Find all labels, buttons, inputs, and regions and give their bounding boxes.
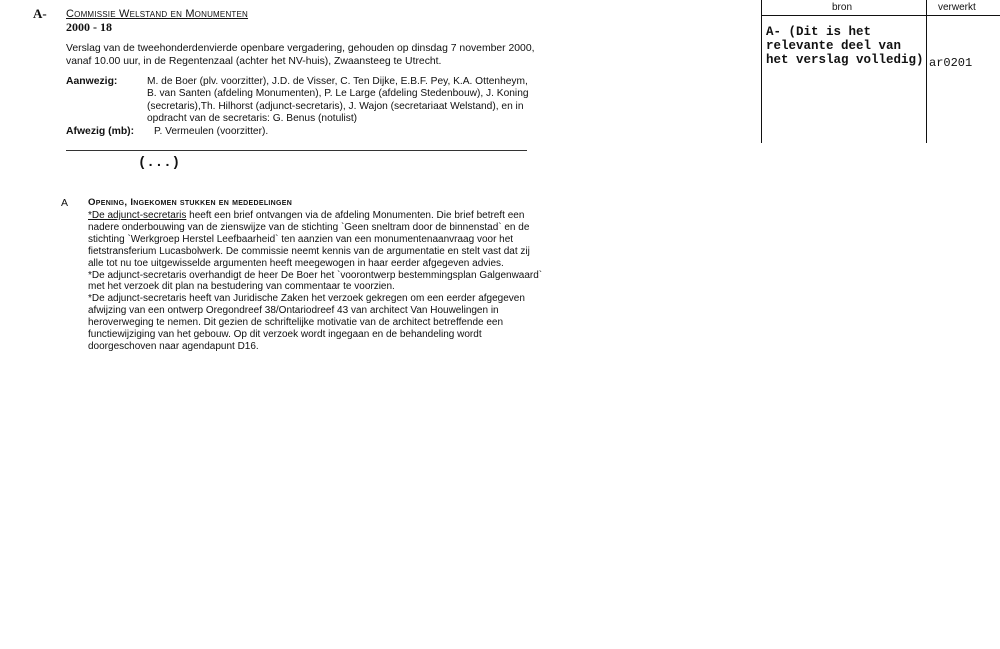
table-left-border xyxy=(761,0,762,143)
paragraph-1-lead: *De adjunct-secretaris xyxy=(88,210,187,221)
section-title: Opening, Ingekomen stukken en mededelingen xyxy=(88,197,293,208)
document-number: 2000 - 18 xyxy=(66,20,112,34)
absent-list: P. Vermeulen (voorzitter). xyxy=(154,126,269,137)
margin-mark: A- xyxy=(33,6,47,21)
processed-code: ar0201 xyxy=(929,56,973,70)
paragraph-1-text: heeft een brief ontvangen via de afdeling Monumenten. Die brief betreft een nadere onderbouwing van de zienswijze van de stichting `Geen sneltram door de binnenstad` en de stichting `Werkgroep Herstel Leefbaarheid` ten aanzien van een monumentenaanvraag voor het fietstransferium Lucasbolwerk. De commissie neemt kennis van de argumentatie en stelt vast dat zij alle tot nu toe uitgewisselde argumenten heeft meegewogen in haar eerder afgegeven advies. xyxy=(88,210,530,269)
column-header-source: bron xyxy=(832,2,853,13)
header-divider xyxy=(66,150,527,151)
paragraph-2: *De adjunct-secretaris overhandigt de heer De Boer het `voorontwerp bestemmingsplan Galgenwaard` met het verzoek dit plan na bestudering van commentaar te voorzien. xyxy=(88,269,543,293)
meeting-intro: Verslag van de tweehonderdenvierde openbare vergadering, gehouden op dinsdag 7 november 2000, vanaf 10.00 uur, in de Regentenzaal (achter het NV-huis), Zwaansteeg te Utrecht. xyxy=(66,43,535,67)
table-column-divider xyxy=(926,0,927,143)
paragraph-3: *De adjunct-secretaris heeft van Juridische Zaken het verzoek gekregen om een eerder afgegeven afwijzing van een ontwerp Oregondreef 38/Ontariodreef 43 van architect Van Houwelingen in heroverweging te nemen. Dit gezien de schriftelijke motivatie van de architect betreffende een functiewijziging van het gebouw. Op dit verzoek wordt ingegaan en de behandeling wordt doorgeschoven naar agendapunt D16. xyxy=(88,293,525,352)
present-list: M. de Boer (plv. voorzitter), J.D. de Visser, C. Ten Dijke, E.B.F. Pey, K.A. Ottenheym, B. van Santen (afdeling Monumenten), P. Le Large (afdeling Stedenbouw), J. Koning (secretaris),Th. Hilhorst (adjunct-secretaris), J. Wajon (secretariaat Welstand), en in opdracht van de secretaris: G. Benus (notulist) xyxy=(147,76,529,125)
present-label: Aanwezig: xyxy=(66,76,118,87)
absent-label: Afwezig (mb): xyxy=(66,126,135,137)
table-header-rule xyxy=(761,15,1000,16)
column-header-processed: verwerkt xyxy=(938,2,976,13)
paragraph-1 xyxy=(88,210,543,270)
section-letter: A xyxy=(61,197,69,209)
omission-mark: (...) xyxy=(138,155,181,171)
source-note: A- (Dit is het relevante deel van het verslag volledig) xyxy=(766,25,924,67)
commission-name: Commissie Welstand en Monumenten xyxy=(66,8,249,20)
section-body xyxy=(88,210,543,353)
